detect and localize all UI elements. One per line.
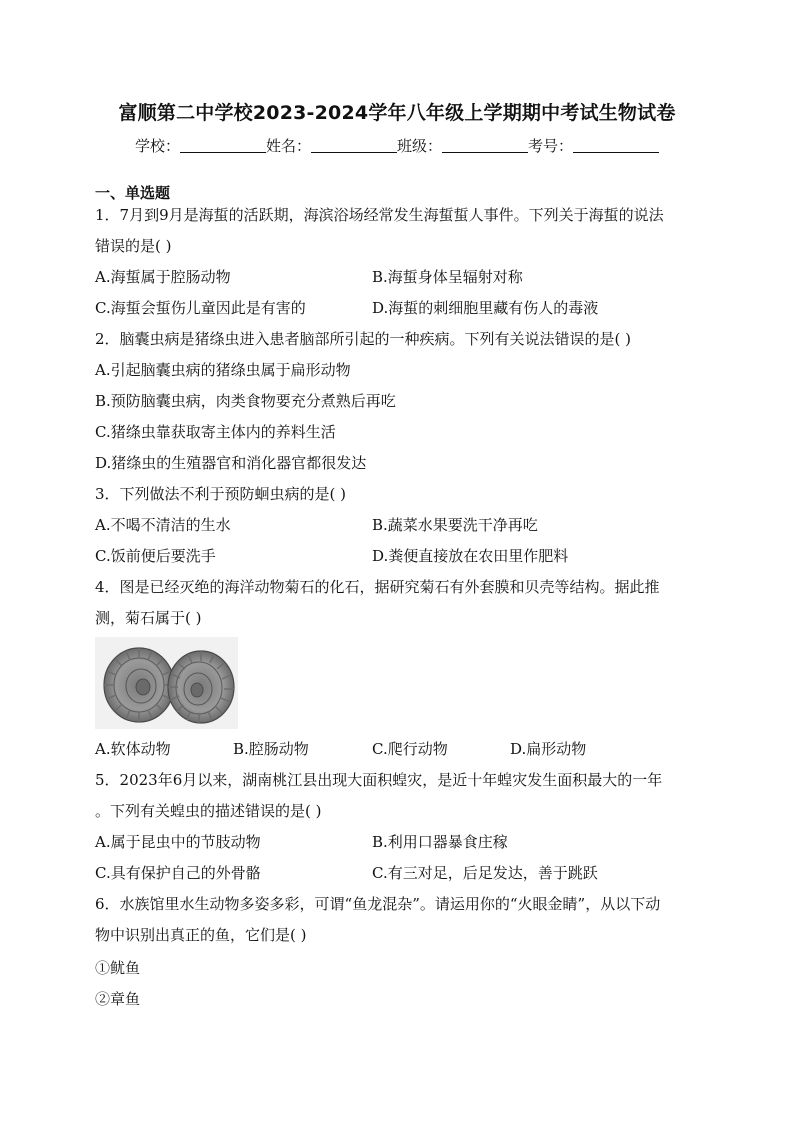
name-label: 姓名：	[265, 137, 311, 155]
question-6-item-1[interactable]: ①鱿鱼	[95, 959, 141, 977]
question-2-option-c[interactable]: C.猪绦虫靠获取寄主体内的养料生活	[95, 423, 336, 441]
question-6-item-2[interactable]: ②章鱼	[95, 990, 141, 1008]
exam-number-label: 考号：	[528, 137, 574, 155]
question-3-option-a[interactable]: A.不喝不清洁的生水	[95, 516, 231, 534]
class-blank[interactable]	[442, 138, 528, 153]
school-label: 学校：	[134, 137, 180, 155]
question-1-stem-line-2: 错误的是( )	[95, 237, 172, 255]
question-3-option-d[interactable]: D.粪便直接放在农田里作肥料	[372, 547, 569, 565]
question-4-stem-line-2: 测，菊石属于( )	[95, 609, 202, 627]
ammonite-fossil-image	[95, 637, 238, 729]
name-blank[interactable]	[311, 138, 397, 153]
question-3-stem-line-1: 3．下列做法不利于预防蛔虫病的是( )	[95, 485, 347, 503]
question-2-option-b[interactable]: B.预防脑囊虫病，肉类食物要充分煮熟后再吃	[95, 392, 396, 410]
question-6-stem-line-1: 6．水族馆里水生动物多姿多彩，可谓“鱼龙混杂”。请运用你的“火眼金睛”，从以下动	[95, 895, 661, 913]
question-4-option-b[interactable]: B.腔肠动物	[233, 740, 309, 758]
school-blank[interactable]	[180, 138, 266, 153]
question-5-stem-line-1: 5．2023年6月以来，湖南桃江县出现大面积蝗灾，是近十年蝗灾发生面积最大的一年	[95, 771, 663, 789]
question-5-option-d[interactable]: C.有三对足，后足发达，善于跳跃	[372, 864, 598, 882]
question-2-option-a[interactable]: A.引起脑囊虫病的猪绦虫属于扁形动物	[95, 361, 351, 379]
question-3-option-b[interactable]: B.蔬菜水果要洗干净再吃	[372, 516, 538, 534]
question-4-option-c[interactable]: C.爬行动物	[372, 740, 448, 758]
question-1-option-c[interactable]: C.海蜇会蜇伤儿童因此是有害的	[95, 299, 306, 317]
question-4-stem-line-1: 4．图是已经灭绝的海洋动物菊石的化石，据研究菊石有外套膜和贝壳等结构。据此推	[95, 578, 660, 596]
question-3-option-c[interactable]: C.饭前便后要洗手	[95, 547, 216, 565]
question-4-option-a[interactable]: A.软体动物	[95, 740, 171, 758]
exam-number-blank[interactable]	[573, 138, 659, 153]
question-1-option-a[interactable]: A.海蜇属于腔肠动物	[95, 268, 231, 286]
question-1-stem-line-1: 1．7月到9月是海蜇的活跃期，海滨浴场经常发生海蜇蜇人事件。下列关于海蜇的说法	[95, 206, 664, 224]
question-2-option-d[interactable]: D.猪绦虫的生殖器官和消化器官都很发达	[95, 454, 367, 472]
question-5-option-c[interactable]: C.具有保护自己的外骨骼	[95, 864, 261, 882]
question-2-stem-line-1: 2．脑囊虫病是猪绦虫进入患者脑部所引起的一种疾病。下列有关说法错误的是( )	[95, 330, 632, 348]
question-1-option-d[interactable]: D.海蜇的刺细胞里藏有伤人的毒液	[372, 299, 599, 317]
question-1-option-b[interactable]: B.海蜇身体呈辐射对称	[372, 268, 523, 286]
class-label: 班级：	[397, 137, 443, 155]
exam-title: 富顺第二中学校2023-2024学年八年级上学期期中考试生物试卷	[118, 102, 676, 124]
student-info-line	[0, 135, 794, 156]
section-title: 一、单选题	[95, 184, 171, 202]
question-5-option-b[interactable]: B.利用口器暴食庄稼	[372, 833, 508, 851]
question-6-stem-line-2: 物中识别出真正的鱼，它们是( )	[95, 926, 307, 944]
question-5-stem-line-2: 。下列有关蝗虫的描述错误的是( )	[95, 802, 322, 820]
question-5-option-a[interactable]: A.属于昆虫中的节肢动物	[95, 833, 261, 851]
question-4-option-d[interactable]: D.扁形动物	[510, 740, 587, 758]
